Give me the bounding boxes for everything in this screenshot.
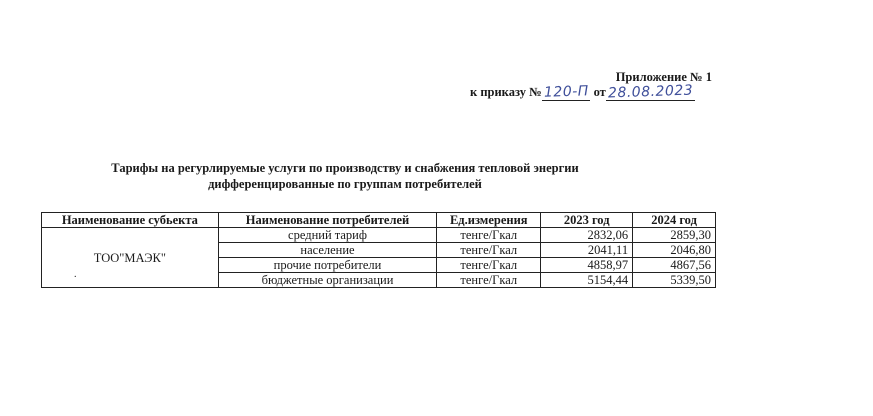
consumer-cell: средний тариф (218, 228, 437, 243)
table-row (42, 228, 716, 243)
unit-cell: тенге/Гкал (437, 273, 541, 288)
subject-cell (42, 228, 219, 288)
order-reference (470, 84, 740, 101)
order-date-handwritten: 28.08.2023 (607, 82, 694, 102)
title-line-2: дифференцированные по группам потребителей (208, 177, 482, 191)
consumer-cell: прочие потребители (218, 258, 437, 273)
header-2024: 2024 год (633, 213, 716, 228)
value-2023-cell: 5154,44 (541, 273, 633, 288)
value-2023-cell: 4858,97 (541, 258, 633, 273)
header-consumer: Наименование потребителей (218, 213, 437, 228)
date-prefix: от (593, 85, 606, 99)
document-title (40, 160, 650, 192)
unit-cell: тенге/Гкал (437, 228, 541, 243)
header-unit: Ед.измерения (437, 213, 541, 228)
order-prefix: к приказу № (470, 85, 542, 99)
stray-mark: . (74, 269, 77, 280)
consumer-cell: население (218, 243, 437, 258)
appendix-label: Приложение № 1 (615, 70, 712, 84)
value-2024-cell: 5339,50 (633, 273, 716, 288)
value-2023-cell: 2832,06 (541, 228, 633, 243)
title-line-1: Тарифы на регурлируемые услуги по производству и снабжения тепловой энергии (111, 161, 579, 175)
tariff-table (41, 212, 716, 288)
value-2024-cell: 4867,56 (633, 258, 716, 273)
unit-cell: тенге/Гкал (437, 258, 541, 273)
header-subject: Наименование субьекта (42, 213, 219, 228)
header-2023: 2023 год (541, 213, 633, 228)
value-2024-cell: 2859,30 (633, 228, 716, 243)
consumer-cell: бюджетные организации (218, 273, 437, 288)
subject-name: ТОО"МАЭК" (93, 250, 166, 265)
value-2023-cell: 2041,11 (541, 243, 633, 258)
value-2024-cell: 2046,80 (633, 243, 716, 258)
table-header-row (42, 213, 716, 228)
order-number-handwritten: 120-П (543, 83, 589, 101)
unit-cell: тенге/Гкал (437, 243, 541, 258)
